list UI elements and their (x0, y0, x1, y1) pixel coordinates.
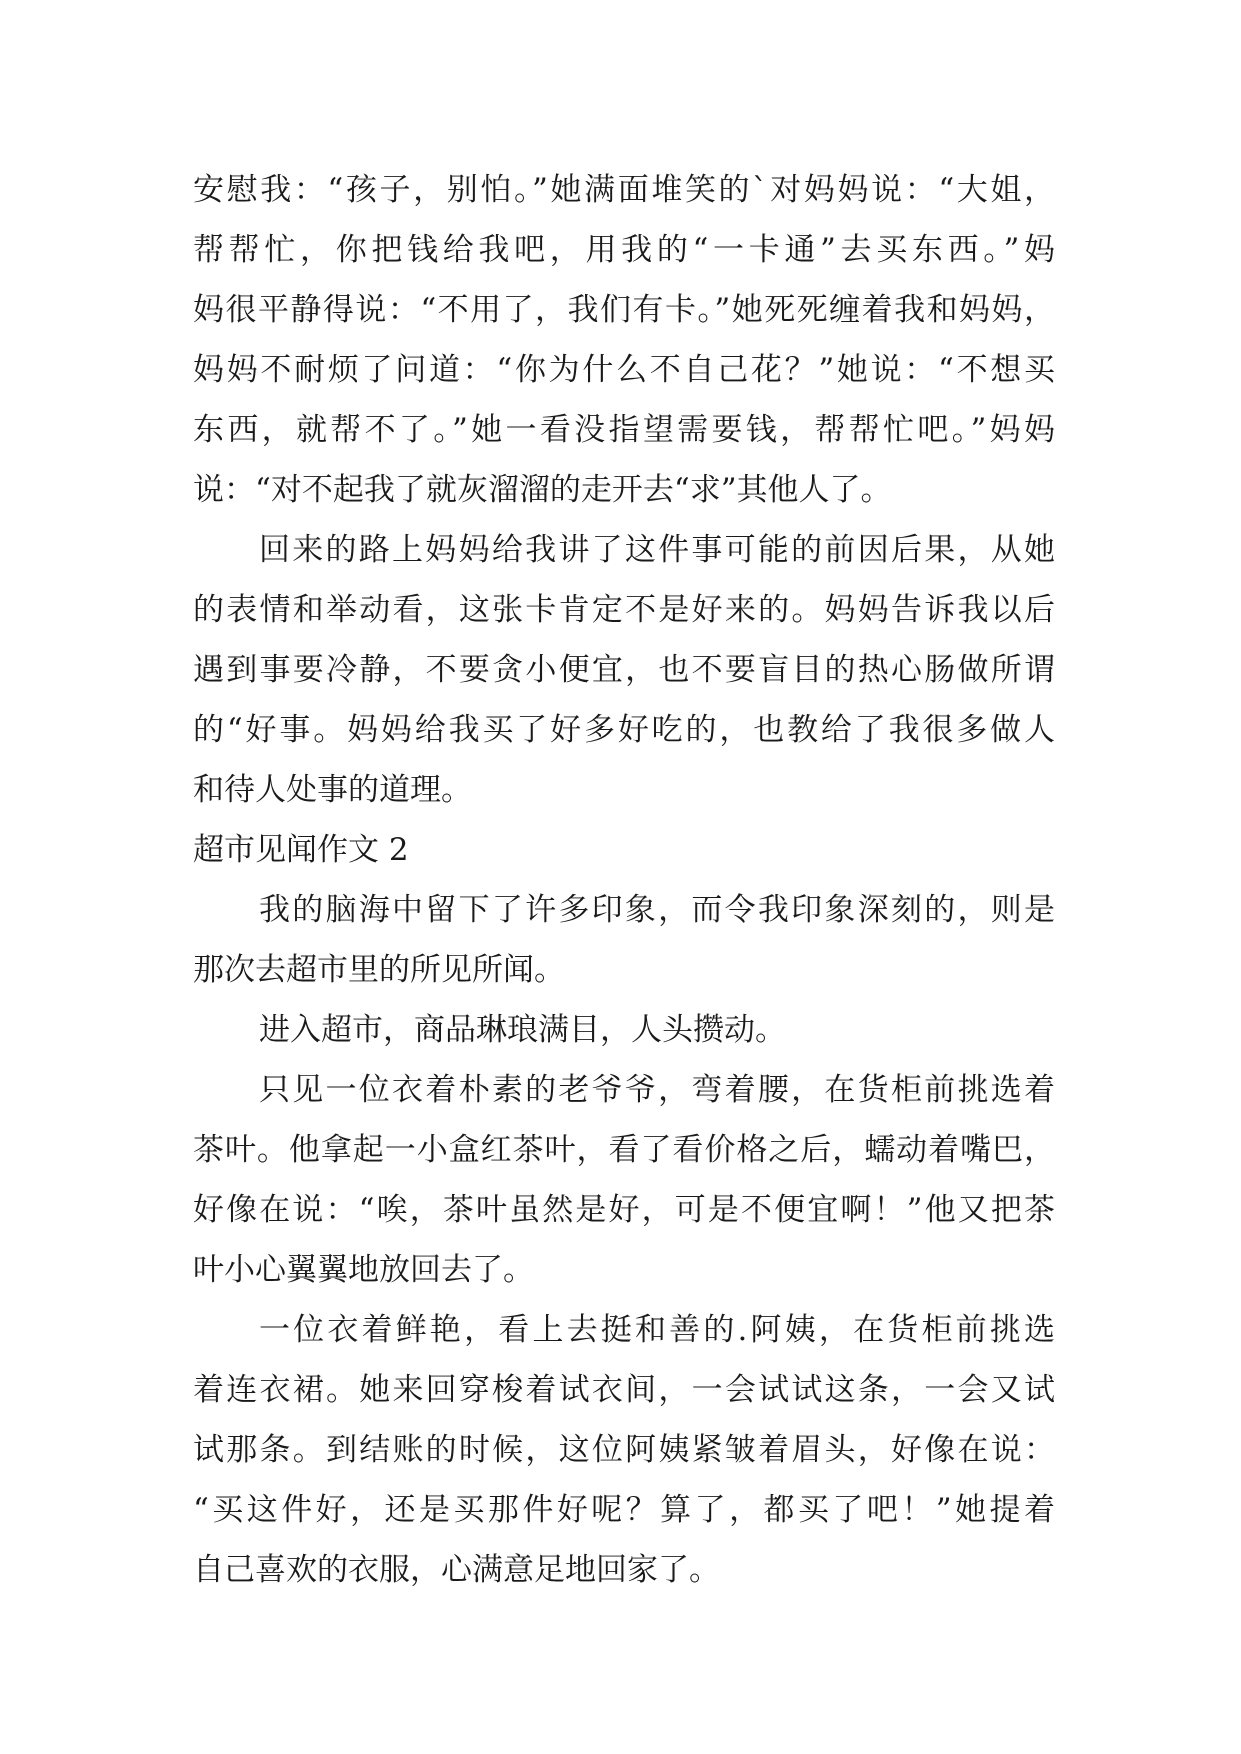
text-line: 好像在说：“唉，茶叶虽然是好，可是不便宜啊！”他又把茶 (193, 1192, 1055, 1228)
paragraph-start-line: 我的脑海中留下了许多印象，而令我印象深刻的，则是 (259, 892, 1055, 928)
paragraph-start-line: 进入超市，商品琳琅满目，人头攒动。 (259, 1012, 786, 1048)
text-line: 叶小心翼翼地放回去了。 (193, 1252, 534, 1288)
document-page (193, 160, 1055, 1600)
text-line: “买这件好，还是买那件好呢？算了，都买了吧！”她提着 (193, 1492, 1055, 1528)
text-line: 妈很平静得说：“不用了，我们有卡。”她死死缠着我和妈妈， (193, 292, 1055, 328)
text-line: 的表情和举动看，这张卡肯定不是好来的。妈妈告诉我以后 (193, 592, 1055, 628)
paragraph-start-line: 回来的路上妈妈给我讲了这件事可能的前因后果，从她 (259, 532, 1055, 568)
text-line: 帮帮忙，你把钱给我吧，用我的“一卡通”去买东西。”妈 (193, 232, 1055, 268)
text-line: 妈妈不耐烦了问道：“你为什么不自己花？”她说：“不想买 (193, 352, 1055, 388)
text-line: 自己喜欢的衣服，心满意足地回家了。 (193, 1552, 720, 1588)
text-line: 的“好事。妈妈给我买了好多好吃的，也教给了我很多做人 (193, 712, 1055, 748)
text-line: 着连衣裙。她来回穿梭着试衣间，一会试试这条，一会又试 (193, 1372, 1055, 1408)
text-line: 试那条。到结账的时候，这位阿姨紧皱着眉头，好像在说： (193, 1432, 1055, 1468)
section-heading: 超市见闻作文 2 (193, 832, 409, 868)
text-line: 说：“对不起我了就灰溜溜的走开去“求”其他人了。 (193, 472, 892, 508)
paragraph-start-line: 只见一位衣着朴素的老爷爷，弯着腰，在货柜前挑选着 (259, 1072, 1055, 1108)
text-line: 茶叶。他拿起一小盒红茶叶，看了看价格之后，蠕动着嘴巴， (193, 1132, 1055, 1168)
text-line: 和待人处事的道理。 (193, 772, 472, 808)
text-line: 东西，就帮不了。”她一看没指望需要钱，帮帮忙吧。”妈妈 (193, 412, 1055, 448)
text-line: 安慰我：“孩子，别怕。”她满面堆笑的`对妈妈说：“大姐， (193, 172, 1055, 208)
text-line: 那次去超市里的所见所闻。 (193, 952, 565, 988)
text-line: 遇到事要冷静，不要贪小便宜，也不要盲目的热心肠做所谓 (193, 652, 1055, 688)
paragraph-start-line: 一位衣着鲜艳，看上去挺和善的.阿姨，在货柜前挑选 (259, 1312, 1055, 1348)
